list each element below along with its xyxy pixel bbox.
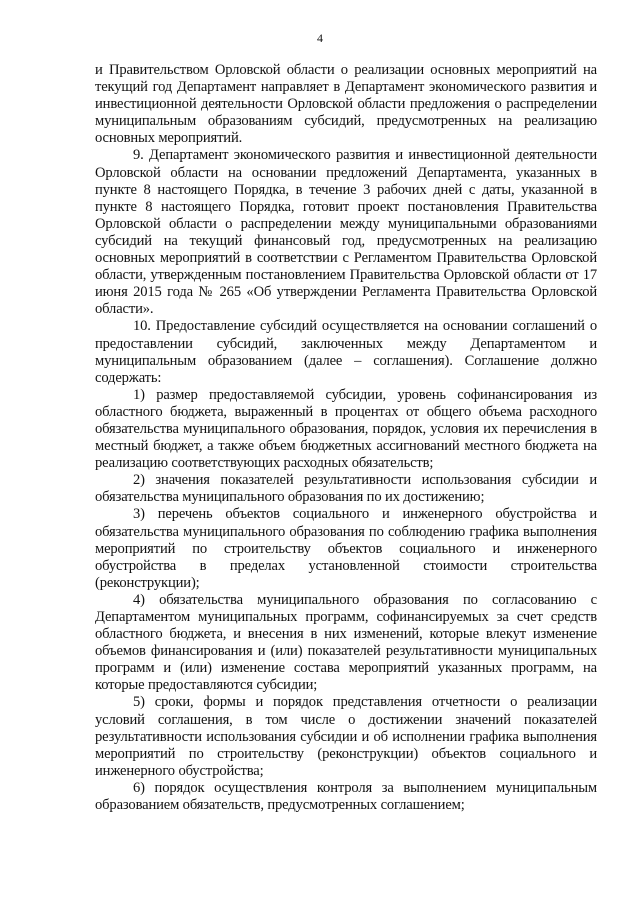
paragraph-item-9: 9. Департамент экономического развития и инвестиционной деятельности Орловской области на основании предложений Департамента, указанных в пункте 8 настоящего Порядка, в течение 3 рабочих дней с даты, указанной в пункте 8 настоящего Порядка, готовит проект постановления Правительства Орловской области о распределении между муниципальными образованиями субсидий на текущий финансовый год, предусмотренных на реализацию основных мероприятий в соответствии с Регламентом Правительства Орловской области, утвержденным постановлением Правительства Орловской области от 17 июня 2015 года № 265 «Об утверждении Регламента Правительства Орловской области».	[95, 147, 597, 318]
paragraph-item-10: 10. Предоставление субсидий осуществляется на основании соглашений о предоставлении субсидий, заключенных между Департаментом и муниципальным образованием (далее – соглашения). Соглашение должно содержать:	[95, 318, 597, 386]
document-body	[95, 62, 597, 814]
subitem-2: 2) значения показателей результативности использования субсидии и обязательства муниципального образования по их достижению;	[95, 472, 597, 506]
subitem-6: 6) порядок осуществления контроля за выполнением муниципальным образованием обязательств, предусмотренных соглашением;	[95, 779, 597, 814]
page-number: 4	[317, 31, 323, 45]
subitem-3: 3) перечень объектов социального и инженерного обустройства и обязательства муниципального образования по соблюдению графика выполнения мероприятий по строительству объектов социального и инженерного обустройства в пределах установленной стоимости строительства (реконструкции);	[95, 506, 597, 591]
subitem-4: 4) обязательства муниципального образования по согласованию с Департаментом муниципальных программ, софинансируемых за счет средств областного бюджета, и внесения в них изменений, которые влекут изменение объемов финансирования и (или) показателей результативности муниципальных программ и (или) изменение состава мероприятий указанных программ, на которые предоставляются субсидии;	[95, 591, 597, 694]
subitem-5: 5) сроки, формы и порядок представления отчетности о реализации условий соглашения, в том числе о достижении значений показателей результативности использования субсидии и об исполнении графика выполнения мероприятий по строительству (реконструкции) объектов социального и инженерного обустройства;	[95, 694, 597, 779]
subitem-1: 1) размер предоставляемой субсидии, уровень софинансирования из областного бюджета, выраженный в процентах от общего объема расходного обязательства муниципального образования, порядок, условия их перечисления в местный бюджет, а также объем бюджетных ассигнований местного бюджета на реализацию соответствующих расходных обязательств;	[95, 386, 597, 472]
paragraph-continuation: и Правительством Орловской области о реализации основных мероприятий на текущий год Департамент направляет в Департамент экономического развития и инвестиционной деятельности Орловской области предложения о распределении муниципальным образованиям субсидий, предусмотренных на реализацию основных мероприятий.	[95, 62, 597, 147]
